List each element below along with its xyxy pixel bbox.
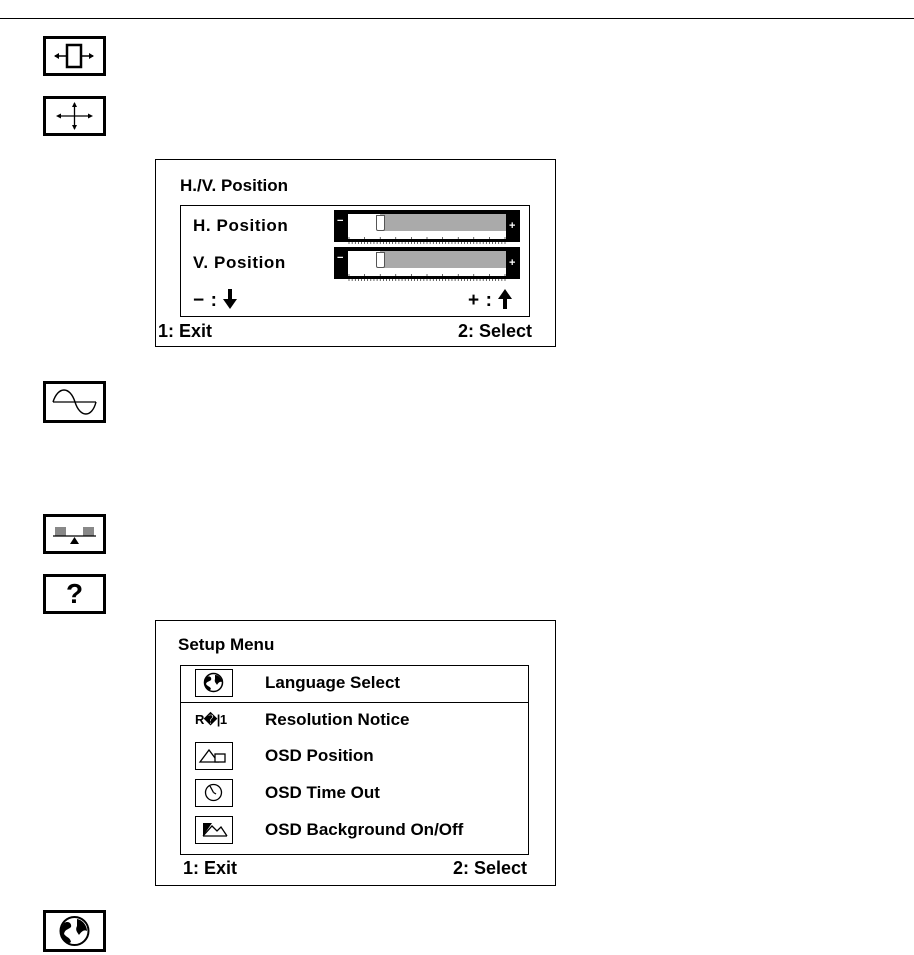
resolution-notice-icon — [195, 706, 233, 734]
setup-menu-title: Setup Menu — [178, 635, 275, 654]
clock-icon — [195, 779, 233, 807]
slider-plus: + — [509, 220, 516, 232]
setup-menu-list — [180, 665, 529, 855]
v-position-label: V. Position — [193, 253, 286, 272]
menu-item-label: Language Select — [265, 673, 401, 692]
panel-title: H./V. Position — [180, 176, 289, 195]
background-icon — [195, 816, 233, 844]
menu-item-osd-position[interactable] — [195, 739, 542, 773]
menu-item-label: OSD Position — [265, 746, 374, 765]
select-label[interactable]: 2: Select — [452, 858, 527, 878]
plus-hint-text: + : — [468, 290, 493, 311]
menu-item-osd-time-out[interactable] — [195, 776, 542, 810]
select-label[interactable]: 2: Select — [457, 321, 532, 341]
minus-hint-text: − : — [193, 290, 218, 311]
plus-hint — [468, 289, 512, 312]
slider-scale — [348, 231, 506, 239]
arrow-up-icon — [498, 289, 512, 309]
slider-minus: − — [337, 215, 344, 227]
fine-tune-icon[interactable] — [43, 381, 106, 423]
menu-item-label: Resolution Notice — [265, 710, 410, 729]
setup-menu-panel — [155, 620, 556, 886]
hv-position-icon[interactable] — [43, 96, 106, 136]
resolution-notice-glyph: R�|1 — [195, 712, 227, 727]
menu-item-resolution-notice[interactable] — [195, 703, 542, 737]
position-controls — [180, 205, 530, 317]
h-position-thumb[interactable] — [376, 215, 385, 231]
minus-hint — [193, 289, 237, 312]
slider-scale — [348, 268, 506, 276]
slider-plus: + — [509, 257, 516, 269]
horizontal-size-icon[interactable] — [43, 36, 106, 76]
menu-item-language-select[interactable] — [195, 666, 542, 700]
menu-item-osd-background[interactable] — [195, 813, 542, 847]
arrow-down-icon — [223, 289, 237, 309]
slider-minus: − — [337, 252, 344, 264]
osd-position-icon — [195, 742, 233, 770]
sharpness-icon[interactable] — [43, 514, 106, 554]
exit-label[interactable]: 1: Exit — [158, 321, 213, 341]
menu-item-label: OSD Background On/Off — [265, 820, 464, 839]
hv-position-panel — [155, 159, 556, 347]
v-position-slider[interactable] — [334, 247, 520, 279]
h-position-label: H. Position — [193, 216, 289, 235]
help-icon[interactable] — [43, 574, 106, 614]
globe-icon — [195, 669, 233, 697]
h-position-slider[interactable] — [334, 210, 520, 242]
v-position-thumb[interactable] — [376, 252, 385, 268]
language-globe-icon[interactable] — [43, 910, 106, 952]
exit-label[interactable]: 1: Exit — [183, 858, 238, 878]
question-mark: ? — [65, 578, 84, 609]
top-rule — [0, 18, 914, 19]
menu-item-label: OSD Time Out — [265, 783, 380, 802]
